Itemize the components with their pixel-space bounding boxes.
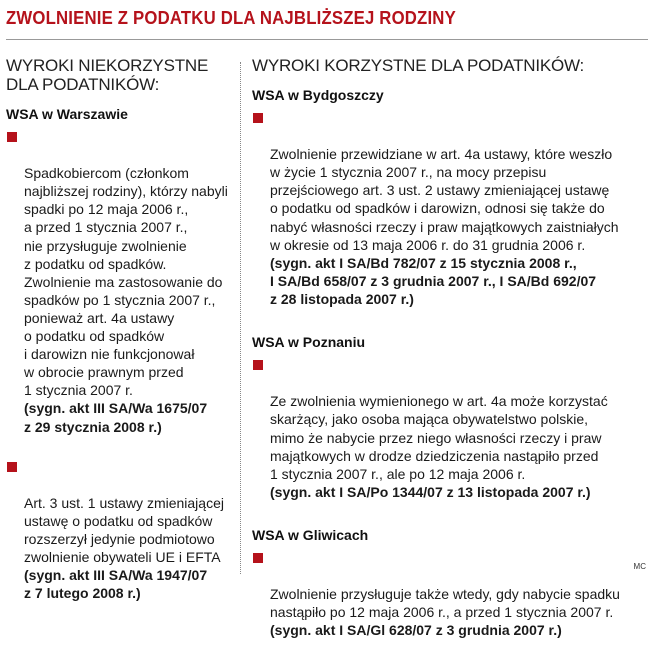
page-title: ZWOLNIENIE Z PODATKU DLA NAJBLIŻSZEJ RODZINY	[6, 8, 456, 28]
court-section	[252, 334, 652, 519]
ruling-item	[6, 128, 238, 454]
ruling-text: Ze zwolnienia wymienionego w art. 4a może korzystać skarżący, jako osoba mająca obywatelstwo polskie, mimo że nabycie przez niego własności rzeczy i praw majątkowych w drodze dziedziczenia nastąpiło przed 1 stycznia 2007 r., ale po 12 maja 2006 r.	[270, 393, 608, 482]
column-divider	[240, 62, 241, 574]
ruling-text: Spadkobiercom (członkom najbliższej rodziny), którzy nabyli spadki po 12 maja 2006 r., a przed 1 stycznia 2007 r., nie przysługuje zwolnienie z podatku od spadków. Zwolnienie ma zastosowanie do spadków po 1 stycznia 2007 r., ponieważ art. 4a ustawy o podatku od spadków i darowizn nie funkcjonował w obrocie prawnym przed 1 stycznia 2007 r.	[24, 165, 228, 399]
case-reference: (sygn. akt III SA/Wa 1675/07 z 29 stycznia 2008 r.)	[24, 400, 208, 435]
unfavorable-heading: WYROKI NIEKORZYSTNE DLA PODATNIKÓW:	[6, 56, 209, 94]
favorable-heading: WYROKI KORZYSTNE DLA PODATNIKÓW:	[252, 56, 585, 75]
court-section	[252, 527, 652, 658]
square-bullet-icon	[253, 553, 263, 563]
court-name-bydgoszcz: WSA w Bydgoszczy	[252, 87, 384, 103]
square-bullet-icon	[253, 113, 263, 123]
ruling-item	[252, 356, 652, 519]
court-name-warszawa: WSA w Warszawie	[6, 106, 128, 122]
court-name-gliwice: WSA w Gliwicach	[252, 526, 369, 543]
case-reference: (sygn. akt I SA/Bd 782/07 z 15 stycznia 2008 r., I SA/Bd 658/07 z 3 grudnia 2007 r., I SA/Bd 692/07 z 28 listopada 2007 r.)	[270, 254, 597, 307]
ruling-item	[252, 549, 652, 658]
square-bullet-icon	[7, 462, 17, 472]
square-bullet-icon	[253, 360, 263, 370]
author-credit: MC	[633, 562, 646, 571]
square-bullet-icon	[7, 132, 17, 142]
case-reference: (sygn. akt I SA/Po 1344/07 z 13 listopada 2007 r.)	[270, 483, 591, 500]
court-name-poznan: WSA w Poznaniu	[252, 334, 366, 351]
ruling-text: Zwolnienie przysługuje także wtedy, gdy nabycie spadku nastąpiło po 12 maja 2006 r., a przed 1 stycznia 2007 r.	[270, 586, 620, 621]
case-reference: (sygn. akt I SA/Gl 628/07 z 3 grudnia 2007 r.)	[270, 622, 562, 639]
ruling-text: Zwolnienie przewidziane w art. 4a ustawy, które weszło w życie 1 stycznia 2007 r., na mocy przepisu przejściowego art. 3 ust. 2 ustawy zmieniającej ustawę o podatku od spadków i darowizn, odnosi się także do nabyć własności rzeczy i praw majątkowych zaistniałych w okresie od 13 maja 2006 r. do 31 grudnia 2006 r.	[270, 146, 619, 253]
ruling-text: Art. 3 ust. 1 ustawy zmieniającej ustawę o podatku od spadków rozszerzył jedynie podmiotowo zwolnienie obywateli UE i EFTA	[24, 494, 224, 566]
case-reference: (sygn. akt III SA/Wa 1947/07 z 7 lutego 2008 r.)	[24, 567, 208, 602]
favorable-rulings-column	[252, 56, 652, 662]
unfavorable-rulings-column	[6, 56, 238, 625]
ruling-item	[252, 109, 652, 326]
ruling-item	[6, 458, 238, 621]
title-divider	[6, 39, 648, 40]
court-section	[252, 87, 652, 326]
